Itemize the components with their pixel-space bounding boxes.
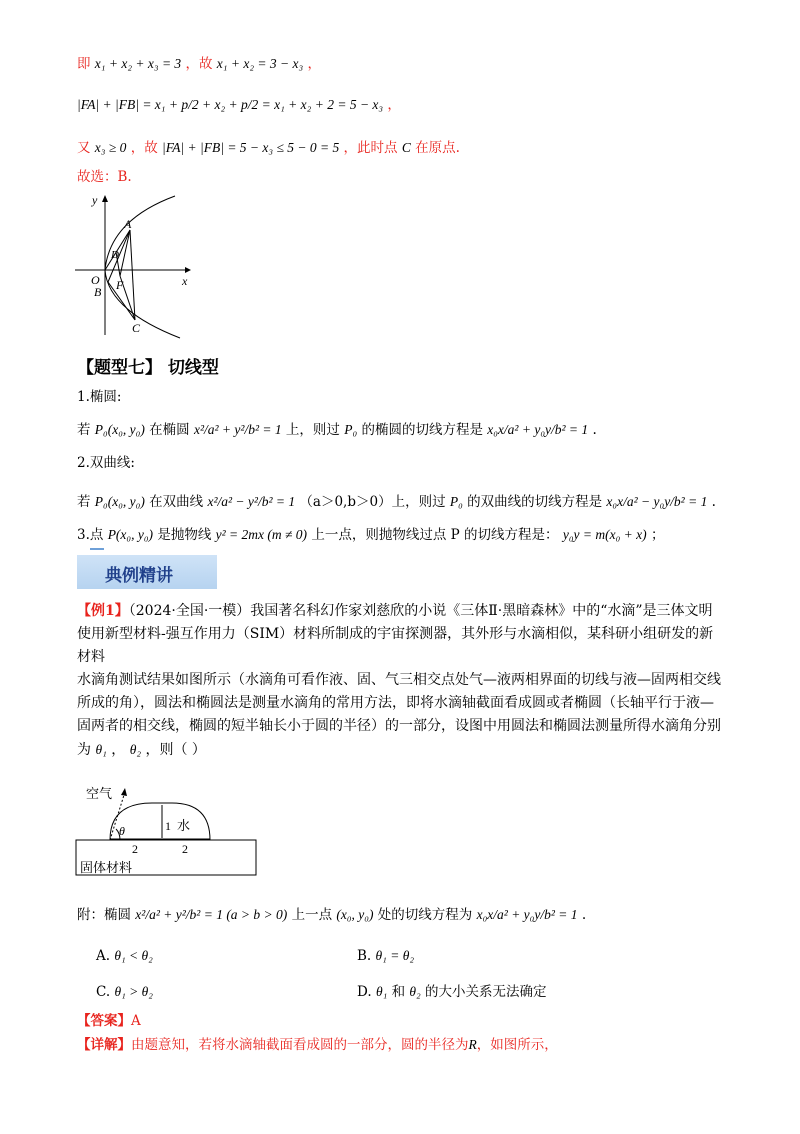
label-theta: θ (119, 824, 125, 838)
point: (x₀, y₀) (336, 907, 374, 922)
example-line-3: 材料 (77, 649, 105, 665)
detail-tag: 【详解】 (77, 1037, 131, 1053)
label-x: x (182, 274, 188, 288)
ellipse-equation: x²/a² + y²/b² = 1 (193, 422, 282, 437)
equation: x₁ + x₂ = 3 − x₃ (216, 56, 304, 71)
option-C[interactable] (96, 983, 153, 1001)
text: 上一点，则抛物线过点 P 的切线方程是： (311, 527, 559, 543)
option-label: B. (357, 948, 372, 964)
text: 即 (77, 56, 91, 72)
item-1-line (77, 410, 597, 450)
option-label: C. (96, 984, 111, 1000)
text: 的双曲线的切线方程是 (467, 494, 603, 510)
option-value: θ₁ < θ₂ (114, 948, 153, 963)
tangent-equation: x₀x/a² − y₀y/b² = 1 (606, 494, 708, 509)
text: 附：椭圆 (77, 907, 131, 923)
detail-line (77, 1036, 558, 1054)
text: . (581, 907, 587, 923)
label-one: 1 (165, 819, 171, 833)
example-line-4: 水滴角测试结果如图所示（水滴角可看作液、固、气三相交点处气—液两相界面的切线与液—固两相交线 (77, 672, 721, 688)
point: P(x₀, y₀) (107, 527, 154, 542)
text: 在椭圆 (149, 422, 190, 438)
point: P₀ (344, 422, 358, 437)
option-value: θ₁ (375, 984, 388, 999)
tangent-arrow (121, 788, 127, 796)
equation: |FA| + |FB| = 5 − x₃ ≤ 5 − 0 = 5 (162, 140, 340, 155)
equation: |FA| + |FB| = x₁ + p/2 + x₂ + p/2 = x₁ + x₂ + 2 = 5 − x₃ (77, 97, 384, 112)
text: 为 (77, 742, 91, 758)
item-3-line (77, 526, 664, 544)
droplet-arc (110, 803, 210, 840)
radius-symbol: R (468, 1037, 477, 1052)
text: 的椭圆的切线方程是 (361, 422, 483, 438)
solution-line-1 (77, 55, 321, 73)
option-B[interactable] (357, 947, 414, 965)
label-y: y (92, 193, 98, 207)
text: 是抛物线 (157, 527, 212, 543)
example-line-7 (77, 738, 727, 762)
ellipse-equation: x²/a² + y²/b² = 1 (a > b > 0) (135, 907, 288, 922)
text: 在原点. (415, 140, 460, 156)
tangent-equation: y₀y = m(x₀ + x) (562, 527, 647, 542)
text: 上，则过 (285, 422, 340, 438)
theta-1: θ₁ (95, 742, 107, 757)
answer-line (77, 1012, 141, 1030)
label-solid: 固体材料 (80, 861, 133, 876)
water-drop-figure (72, 785, 262, 885)
label-D: D (111, 249, 119, 261)
option-A[interactable] (96, 947, 153, 965)
example-line-1 (77, 600, 727, 623)
option-label: D. (357, 984, 372, 1000)
text: 和 (391, 984, 406, 1000)
example-line-6: 固两者的相交线，椭圆的短半轴长小于圆的半径）的一部分，设图中用圆法和椭圆法测量所得水滴角分别 (77, 718, 721, 734)
banner-label: 典例精讲 (105, 566, 173, 586)
tangent-equation: x₀x/a² + y₀y/b² = 1 (476, 907, 578, 922)
text: ， (307, 56, 321, 72)
equation: x₁ + x₂ + x₃ = 3 (94, 56, 182, 71)
item-2-heading: 2.双曲线: (77, 455, 135, 471)
item-1-heading: 1.椭圆: (77, 389, 122, 405)
text: 又 (77, 140, 91, 156)
label-F: F (116, 278, 124, 292)
point: P₀(x₀, y₀) (94, 422, 145, 437)
label-air: 空气 (86, 787, 113, 802)
text: . (711, 494, 716, 510)
example-tag: 【例1】 (77, 603, 129, 619)
divider (90, 548, 104, 550)
point: P₀(x₀, y₀) (94, 494, 145, 509)
text: 处的切线方程为 (377, 907, 473, 923)
example-line-2: 使用新型材料-强互作用力（SIM）材料所制成的宇宙探测器，其外形与水滴相似，某科研小组研发的新 (77, 626, 714, 642)
text: ， (111, 742, 126, 758)
text: ，故 (130, 140, 158, 156)
label-B: B (94, 285, 102, 299)
text: 由题意知，若将水滴轴截面看成圆的一部分，圆的半径为 (131, 1037, 469, 1053)
segment-AF (120, 230, 130, 276)
option-value: θ₁ = θ₂ (375, 948, 415, 963)
y-arrow (102, 195, 108, 202)
text: . (592, 422, 597, 438)
text: ， (387, 97, 401, 113)
equation: x₃ ≥ 0 (94, 140, 127, 155)
text: ，故 (185, 56, 213, 72)
option-D[interactable] (357, 983, 546, 1001)
label-O: O (91, 273, 100, 287)
text: ，此时点 (343, 140, 398, 156)
appendix-line (77, 895, 586, 935)
option-value: θ₂ (409, 984, 421, 999)
tangent-equation: x₀x/a² + y₀y/b² = 1 (487, 422, 589, 437)
theta-2: θ₂ (129, 742, 142, 757)
point-label: C (401, 140, 411, 155)
parabola-figure (70, 190, 200, 340)
item-2-line (77, 482, 716, 522)
x-arrow (185, 267, 191, 273)
text: ，如图所示， (476, 1037, 558, 1053)
label-A: A (124, 217, 132, 231)
option-value: θ₁ > θ₂ (114, 984, 153, 999)
solution-line-2 (77, 96, 401, 114)
label-C: C (132, 321, 141, 335)
text: 上一点 (291, 907, 333, 923)
point: P₀ (449, 494, 463, 509)
option-label: A. (96, 948, 111, 964)
parabola-curve (105, 196, 180, 338)
label-two-right: 2 (182, 842, 188, 856)
parabola-equation: y² = 2mx (m ≠ 0) (215, 527, 308, 542)
text: 若 (77, 494, 91, 510)
section-banner (77, 555, 217, 589)
label-water: 水 (177, 819, 191, 834)
text: （2024·全国·一模）我国著名科幻作家刘慈欣的小说《三体Ⅱ·黑暗森林》中的“水滴”是三体文明 (128, 603, 713, 619)
hyperbola-equation: x²/a² − y²/b² = 1 (207, 494, 296, 509)
answer-value: A (131, 1013, 141, 1029)
text: 的大小关系无法确定 (424, 984, 547, 1000)
answer-choice-line: 故选：B. (77, 169, 132, 185)
text: 3.点 (77, 527, 104, 543)
answer-tag: 【答案】 (77, 1013, 131, 1029)
section-title: 【题型七】 切线型 (77, 358, 219, 378)
text: 在双曲线 (149, 494, 204, 510)
text: ，则（ ） (145, 742, 206, 758)
example-line-5: 所成的角），圆法和椭圆法是测量水滴角的常用方法，即将水滴轴截面看成圆或者椭圆（长轴平行于液— (77, 695, 714, 711)
example-paragraph (77, 600, 727, 762)
text: ； (650, 527, 665, 543)
solution-line-3 (77, 139, 460, 157)
label-two-left: 2 (132, 842, 138, 856)
text: （a＞0,b＞0）上，则过 (299, 494, 446, 510)
text: 若 (77, 422, 91, 438)
